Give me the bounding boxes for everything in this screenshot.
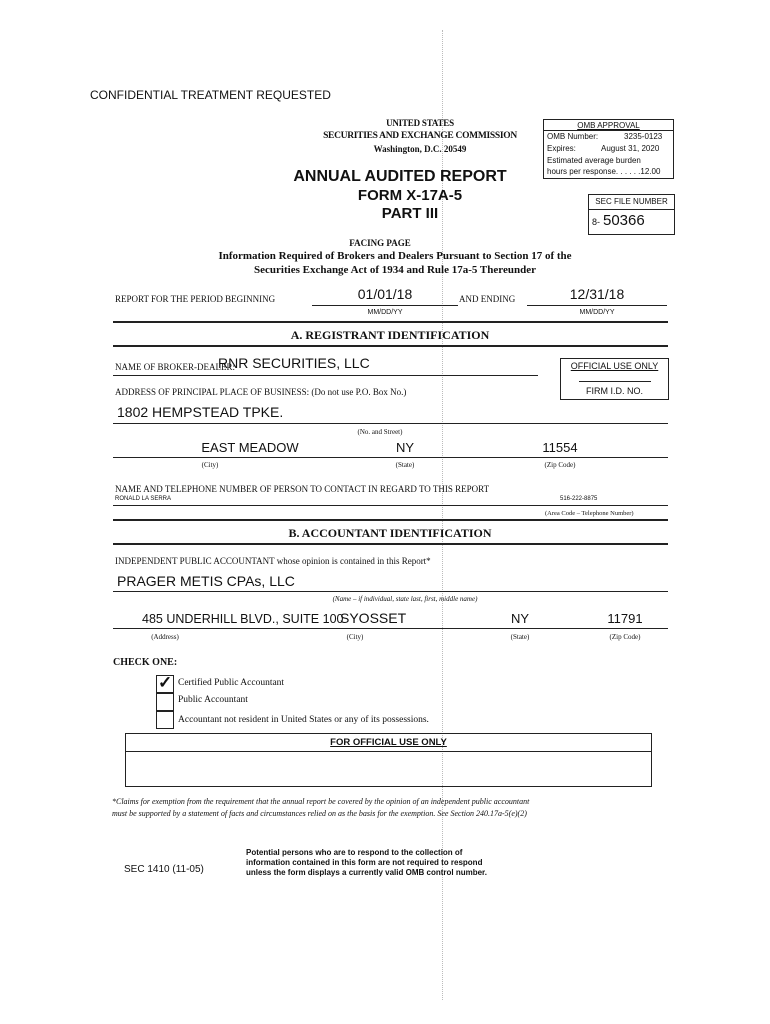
- option-public-accountant: Public Accountant: [178, 695, 248, 705]
- sec-file-prefix: 8-: [592, 217, 601, 227]
- broker-name-value[interactable]: RNR SECURITIES, LLC: [218, 355, 370, 371]
- checkbox-public-accountant[interactable]: [156, 693, 174, 711]
- sec-file-number-value: 50366: [603, 212, 645, 229]
- phone-caption: (Area Code – Telephone Number): [545, 510, 634, 517]
- accountant-name-caption: (Name – if individual, state last, first, middle name): [332, 595, 478, 603]
- accountant-zip-value[interactable]: 11791: [607, 611, 643, 626]
- checkmark-icon: ✓: [158, 673, 173, 692]
- zip-value[interactable]: 11554: [542, 440, 578, 455]
- agency-line-2: SECURITIES AND EXCHANGE COMMISSION: [323, 131, 517, 141]
- accountant-state-value[interactable]: NY: [510, 611, 530, 626]
- omb-number-label: OMB Number:: [547, 132, 599, 141]
- for-official-use-only-box: [125, 733, 652, 787]
- firm-id-label: FIRM I.D. NO.: [586, 386, 643, 396]
- option-accountant-not-resident: Accountant not resident in United States or any of its possessions.: [178, 715, 429, 725]
- contact-label: NAME AND TELEPHONE NUMBER OF PERSON TO CONTACT IN REGARD TO THIS REPORT: [115, 484, 490, 494]
- omb-notice-line-3: unless the form displays a currently valid OMB control number.: [246, 868, 487, 877]
- zip-caption: (Zip Code): [544, 461, 576, 469]
- omb-number-value: 3235-0123: [624, 132, 663, 141]
- facing-page-heading: FACING PAGE: [349, 238, 411, 248]
- period-begin-format: MM/DD/YY: [367, 309, 403, 316]
- period-end-format: MM/DD/YY: [579, 309, 615, 316]
- sec-form-id: SEC 1410 (11-05): [124, 864, 204, 875]
- agency-line-1: UNITED STATES: [386, 118, 454, 128]
- contact-phone[interactable]: 516-222-8875: [560, 496, 598, 502]
- omb-burden-line-1: Estimated average burden: [547, 156, 641, 165]
- footnote-line-1: *Claims for exemption from the requirement that the annual report be covered by the opinion of an independent public accountant: [112, 797, 530, 806]
- form-title: FORM X-17A-5: [357, 187, 463, 204]
- street-value[interactable]: 1802 HEMPSTEAD TPKE.: [117, 404, 284, 420]
- check-one-label: CHECK ONE:: [113, 657, 178, 668]
- option-certified-public-accountant: Certified Public Accountant: [178, 678, 285, 688]
- accountant-state-caption: (State): [510, 633, 530, 641]
- accountant-label: INDEPENDENT PUBLIC ACCOUNTANT whose opinion is contained in this Report*: [115, 556, 431, 566]
- street-caption: (No. and Street): [357, 428, 403, 436]
- footnote-line-2: must be supported by a statement of facts and circumstances relied on as the basis for the exemption. See Section 240.17a-5(e)(2): [112, 809, 527, 818]
- address-label: ADDRESS OF PRINCIPAL PLACE OF BUSINESS: (Do not use P.O. Box No.): [115, 387, 407, 397]
- sec-file-number-box: [588, 194, 675, 235]
- accountant-address-value[interactable]: 485 UNDERHILL BLVD., SUITE 100: [142, 612, 344, 626]
- contact-name[interactable]: RONALD LA SERRA: [115, 496, 172, 502]
- period-begin-label: REPORT FOR THE PERIOD BEGINNING: [115, 294, 276, 304]
- omb-expires-value: August 31, 2020: [601, 144, 660, 153]
- accountant-zip-caption: (Zip Code): [609, 633, 641, 641]
- for-official-use-only-label: FOR OFFICIAL USE ONLY: [330, 737, 447, 748]
- omb-notice-line-1: Potential persons who are to respond to the collection of: [246, 848, 463, 857]
- city-value[interactable]: EAST MEADOW: [201, 440, 299, 455]
- state-caption: (State): [395, 461, 415, 469]
- accountant-name-value[interactable]: PRAGER METIS CPAs, LLC: [117, 573, 295, 589]
- checkbox-certified-public-accountant[interactable]: [156, 675, 174, 693]
- accountant-city-caption: (City): [346, 633, 364, 641]
- period-end-label: AND ENDING: [459, 294, 516, 304]
- state-value[interactable]: NY: [395, 440, 415, 455]
- sec-file-number-label: SEC FILE NUMBER: [595, 197, 668, 206]
- agency-line-3: Washington, D.C. 20549: [373, 144, 467, 154]
- accountant-address-caption: (Address): [151, 633, 179, 641]
- section-a-heading: A. REGISTRANT IDENTIFICATION: [290, 328, 490, 342]
- official-use-only-label: OFFICIAL USE ONLY: [570, 361, 659, 371]
- confidential-notice: CONFIDENTIAL TREATMENT REQUESTED: [90, 88, 331, 102]
- omb-approval-box: [543, 119, 674, 179]
- checkbox-accountant-not-resident[interactable]: [156, 711, 174, 729]
- broker-name-label: NAME OF BROKER-DEALER:: [115, 362, 236, 372]
- omb-burden-line-2: hours per response. . . . . .12.00: [547, 167, 661, 176]
- city-caption: (City): [201, 461, 219, 469]
- omb-expires-label: Expires:: [547, 144, 576, 153]
- facing-line-2: Securities Exchange Act of 1934 and Rule 17a-5 Thereunder: [254, 264, 536, 276]
- facing-line-1: Information Required of Brokers and Dealers Pursuant to Section 17 of the: [218, 250, 572, 262]
- period-end-value[interactable]: 12/31/18: [569, 286, 625, 302]
- official-use-only-box: [560, 358, 669, 400]
- report-title: ANNUAL AUDITED REPORT: [293, 168, 507, 185]
- accountant-city-value[interactable]: SYOSSET: [340, 610, 407, 626]
- omb-heading: OMB APPROVAL: [577, 121, 640, 130]
- section-b-heading: B. ACCOUNTANT IDENTIFICATION: [288, 526, 492, 540]
- omb-notice-line-2: information contained in this form are not required to respond: [246, 858, 483, 867]
- period-begin-value[interactable]: 01/01/18: [357, 286, 413, 302]
- part-title: PART III: [381, 205, 439, 222]
